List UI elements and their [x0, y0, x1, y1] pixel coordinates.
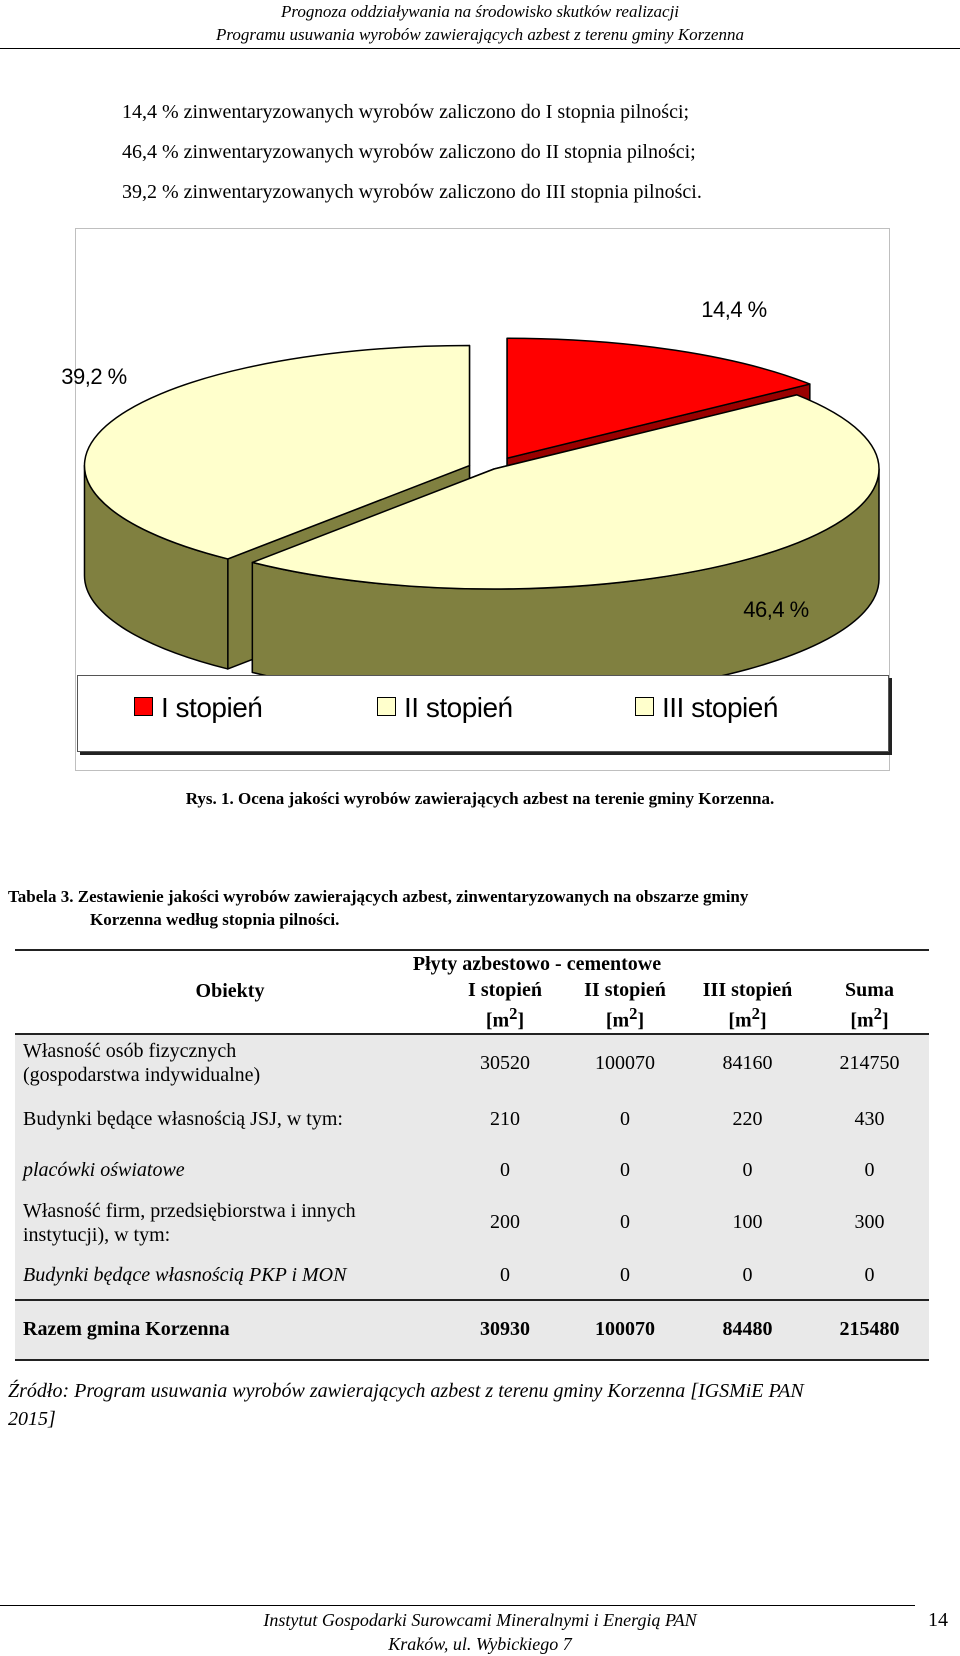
page-header [0, 0, 960, 50]
intro-line-3: 39,2 % zinwentaryzowanych wyrobów zaliczono do III stopnia pilności. [122, 181, 702, 203]
row-1-label [15, 1034, 445, 1092]
header-col-sum-close: ] [881, 1009, 889, 1032]
table-title [8, 885, 928, 931]
row-5-col-iii: 0 [685, 1252, 810, 1300]
table-row-2 [15, 1092, 929, 1148]
header-col-iii-sup: 2 [751, 1004, 760, 1023]
intro-line-2: 46,4 % zinwentaryzowanych wyrobów zaliczono do II stopnia pilności; [122, 141, 696, 163]
header-group-label: Płyty azbestowo - cementowe [412, 953, 662, 975]
header-col-sum-unit: [m [850, 1009, 874, 1032]
legend-item-ii [377, 692, 513, 724]
row-4-label [15, 1194, 445, 1252]
table-title-line-2: Korzenna według stopnia pilności. [90, 910, 340, 929]
row-2-label: Budynki będące własnością JSJ, w tym: [15, 1092, 445, 1148]
row-2-col-ii: 0 [565, 1092, 685, 1148]
header-col-i-name: I stopień [468, 979, 542, 1001]
header-objects: Obiekty [15, 950, 445, 1034]
total-col-ii: 100070 [565, 1300, 685, 1360]
header-col-ii-close: ] [637, 1009, 645, 1032]
legend-item-i [134, 692, 262, 724]
header-col-iii-unit: [m [728, 1009, 752, 1032]
header-col-ii-unit: [m [605, 1009, 630, 1032]
header-col-sum [810, 978, 929, 1034]
row-3-col-sum: 0 [810, 1148, 929, 1194]
row-2-col-i: 210 [445, 1092, 565, 1148]
legend-swatch-ii [377, 697, 396, 716]
row-5-col-sum: 0 [810, 1252, 929, 1300]
footer-rule [0, 1605, 915, 1606]
header-col-i-sup: 2 [509, 1004, 518, 1023]
footer-line-1: Instytut Gospodarki Surowcami Mineralnymi i Energią PAN [263, 1610, 697, 1630]
header-col-iii-close: ] [759, 1009, 767, 1032]
footer-line-2: Kraków, ul. Wybickiego 7 [388, 1634, 572, 1654]
header-line-1: Prognoza oddziaływania na środowisko skutków realizacji [280, 2, 680, 21]
row-1-label-line-1: Własność osób fizycznych [23, 1040, 237, 1063]
legend-item-iii [635, 692, 778, 724]
source-note [8, 1377, 938, 1433]
legend-swatch-iii [635, 697, 654, 716]
page-number: 14 [928, 1609, 948, 1631]
header-col-ii [565, 978, 685, 1034]
chart-legend [77, 675, 889, 752]
row-3-label: placówki oświatowe [15, 1148, 445, 1194]
total-label: Razem gmina Korzenna [15, 1300, 445, 1360]
pie-label-ii: 46,4 % [743, 597, 809, 622]
header-col-sum-sup: 2 [873, 1004, 882, 1023]
total-col-i: 30930 [445, 1300, 565, 1360]
header-col-ii-name: II stopień [584, 979, 666, 1001]
header-group [412, 950, 929, 978]
row-2-col-iii: 220 [685, 1092, 810, 1148]
row-4-label-line-1: Własność firm, przedsiębiorstwa i innych [23, 1199, 356, 1222]
pie-chart [61, 228, 890, 771]
table-row-1 [15, 1034, 929, 1092]
legend-label-iii: III stopień [662, 692, 778, 723]
row-1-col-ii: 100070 [565, 1034, 685, 1092]
source-line-2: 2015] [8, 1408, 56, 1430]
header-rule [0, 48, 960, 49]
pie-label-i: 14,4 % [701, 297, 767, 322]
row-4-col-iii: 100 [685, 1194, 810, 1252]
row-4-col-sum: 300 [810, 1194, 929, 1252]
intro-line-1: 14,4 % zinwentaryzowanych wyrobów zaliczono do I stopnia pilności; [122, 101, 690, 123]
table-total-row [15, 1300, 929, 1360]
total-col-sum: 215480 [810, 1300, 929, 1360]
legend-swatch-i [134, 697, 153, 716]
intro-paragraph [122, 92, 702, 212]
legend-label-ii: II stopień [404, 692, 513, 723]
row-2-col-sum: 430 [810, 1092, 929, 1148]
table-row-5 [15, 1252, 929, 1300]
header-col-iii-name: III stopień [702, 979, 793, 1001]
page-footer [0, 1608, 960, 1656]
row-1-label-line-2: (gospodarstwa indywidualne) [23, 1064, 261, 1087]
row-1-col-sum: 214750 [810, 1034, 929, 1092]
data-table [15, 949, 929, 1361]
row-3-col-ii: 0 [565, 1148, 685, 1194]
row-4-col-ii: 0 [565, 1194, 685, 1252]
row-4-col-i: 200 [445, 1194, 565, 1252]
header-line-2: Programu usuwania wyrobów zawierających azbest z terenu gminy Korzenna [216, 25, 744, 44]
table-row-4 [15, 1194, 929, 1252]
header-col-i-close: ] [517, 1009, 525, 1032]
row-1-col-i: 30520 [445, 1034, 565, 1092]
row-5-label: Budynki będące własnością PKP i MON [15, 1252, 445, 1300]
row-3-col-i: 0 [445, 1148, 565, 1194]
legend-label-i: I stopień [161, 692, 263, 723]
row-3-col-iii: 0 [685, 1148, 810, 1194]
table-title-line-1: Tabela 3. Zestawienie jakości wyrobów zawierających azbest, zinwentaryzowanych na obszarze gminy [8, 887, 749, 906]
table-row-3 [15, 1148, 929, 1194]
header-col-i [445, 978, 565, 1034]
header-col-iii [685, 978, 810, 1034]
header-col-sum-name: Suma [845, 979, 894, 1001]
total-col-iii: 84480 [685, 1300, 810, 1360]
header-col-ii-sup: 2 [629, 1004, 638, 1023]
figure-caption: Rys. 1. Ocena jakości wyrobów zawierających azbest na terenie gminy Korzenna. [185, 789, 775, 808]
table-header-row-1 [15, 950, 929, 978]
header-col-i-unit: [m [485, 1009, 510, 1032]
row-5-col-i: 0 [445, 1252, 565, 1300]
pie-label-iii: 39,2 % [61, 364, 127, 389]
row-5-col-ii: 0 [565, 1252, 685, 1300]
row-1-col-iii: 84160 [685, 1034, 810, 1092]
source-line-1: Źródło: Program usuwania wyrobów zawierających azbest z terenu gminy Korzenna [IGSMiE PAN [8, 1380, 804, 1402]
row-4-label-line-2: instytucji), w tym: [23, 1223, 171, 1246]
